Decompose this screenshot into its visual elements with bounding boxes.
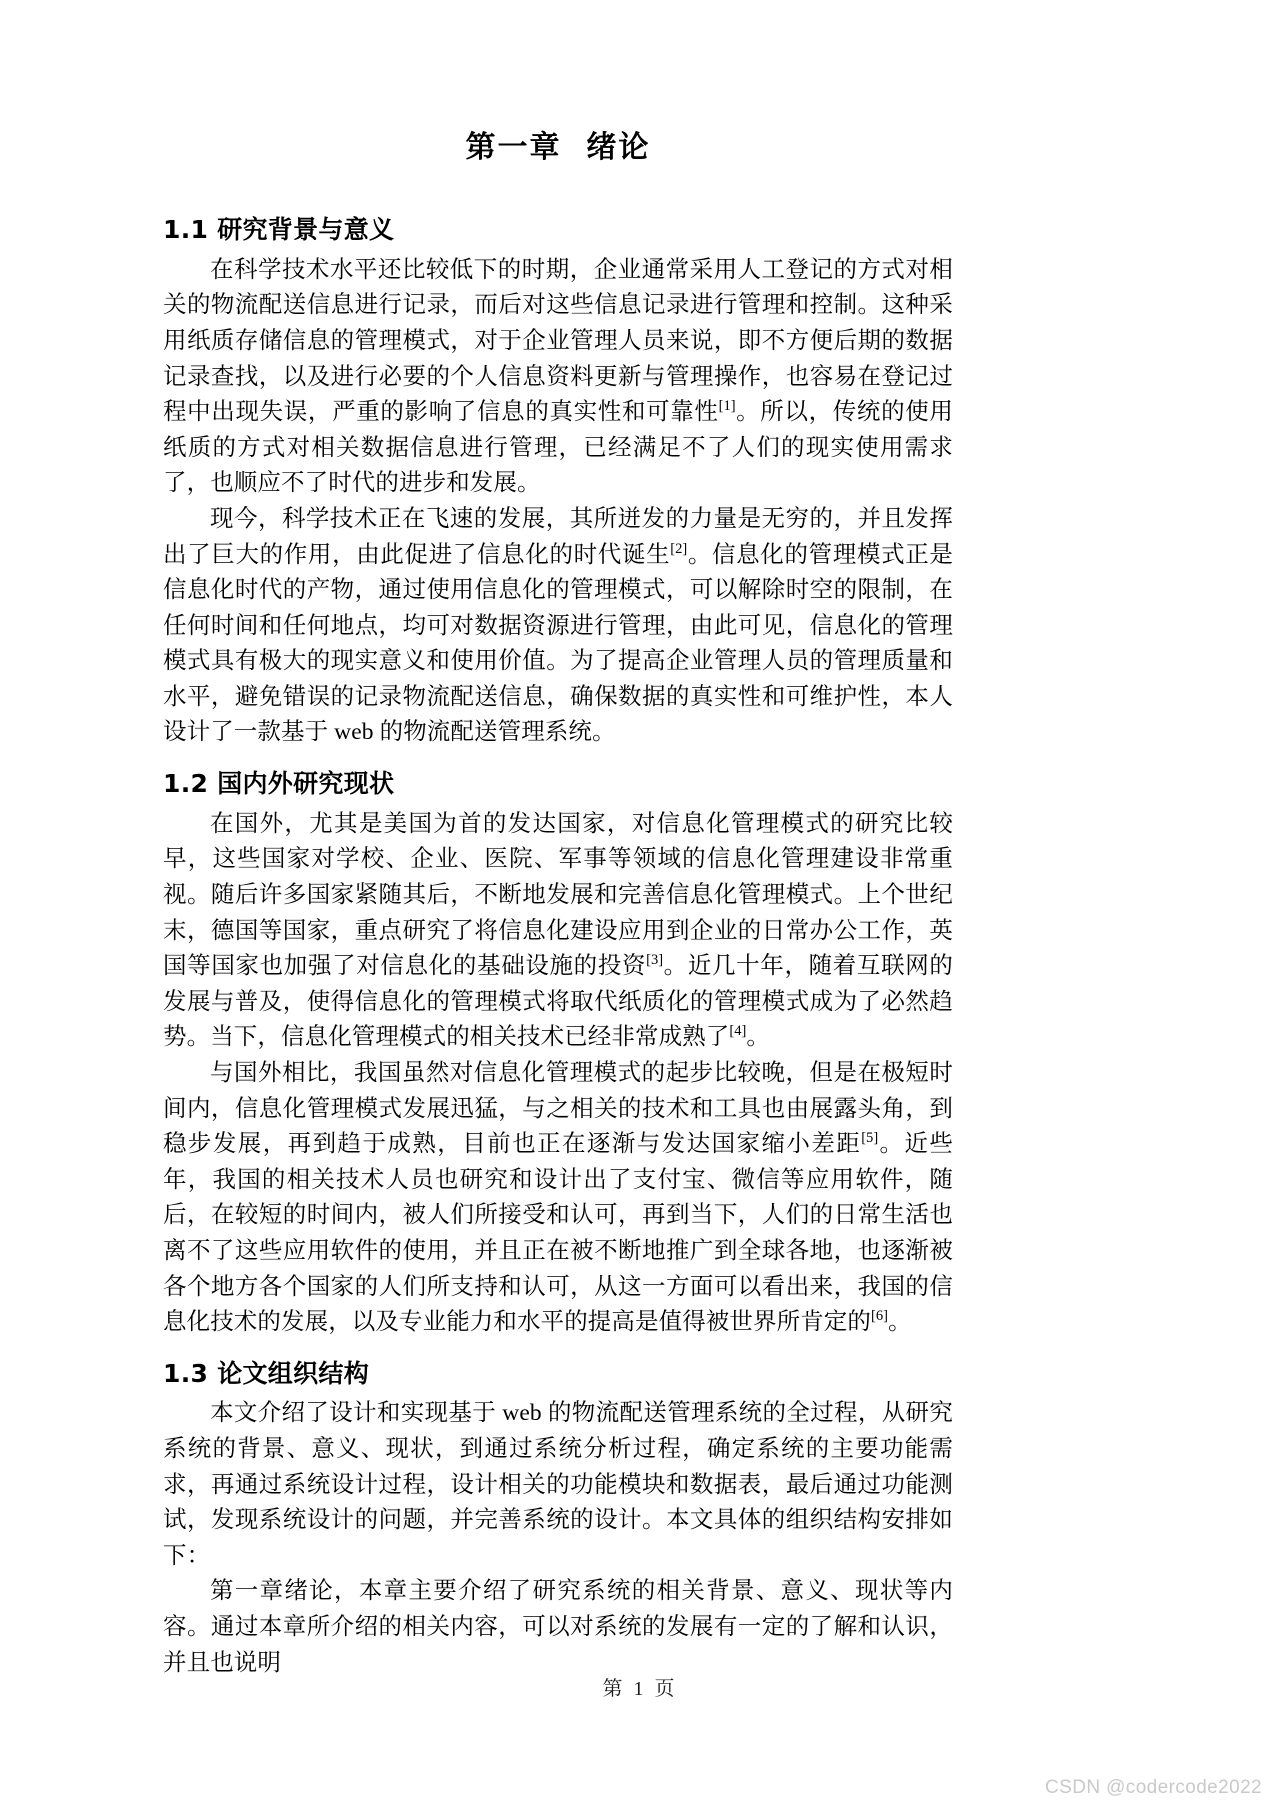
paragraph-text: 。所以，传统的使用纸质的方式对相关数据信息进行管理，已经满足不了人们的现实使用需求了，也顺应不了时代的进步和发展。 [163, 399, 953, 497]
paragraph-text: 。近几十年，随着互联网的发展与普及，使得信息化的管理模式将取代纸质化的管理模式成为了必然趋势。当下，信息化管理模式的相关技术已经非常成熟了 [163, 953, 954, 1051]
body-paragraph [163, 1056, 953, 1341]
paragraph-text: 。 [746, 1024, 770, 1051]
paragraph-text: 在国外，尤其是美国为首的发达国家，对信息化管理模式的研究比较早，这些国家对学校、企业、医院、军事等领域的信息化管理建设非常重视。随后许多国家紧随其后，不断地发展和完善信息化管理模式。上个世纪末，德国等国家，重点研究了将信息化建设应用到企业的日常办公工作，英国等国家也加强了对信息化的基础设施的投资 [163, 810, 953, 980]
body-paragraph [163, 253, 953, 502]
paragraph-text: 本文介绍了设计和实现基于 web 的物流配送管理系统的全过程，从研究系统的背景、意义、现状，到通过系统分析过程，确定系统的主要功能需求，再通过系统设计过程，设计相关的功能模块和数据表，最后通过功能测试，发现系统设计的问题，并完善系统的设计。本文具体的组织结构安排如下： [163, 1400, 953, 1569]
page-content [163, 128, 953, 1695]
citation-marker: [4] [729, 1023, 747, 1040]
chapter-title: 第一章 绪论 [465, 130, 651, 165]
citation-marker: [6] [871, 1308, 888, 1325]
citation-marker: [3] [646, 952, 664, 969]
sections-container [163, 213, 953, 1681]
citation-marker: [2] [670, 540, 688, 557]
body-paragraph [163, 502, 953, 751]
section-block [163, 213, 953, 751]
paragraph-text: 在科学技术水平还比较低下的时期，企业通常采用人工登记的方式对相关的物流配送信息进行记录，而后对这些信息记录进行管理和控制。这种采用纸质存储信息的管理模式，对于企业管理人员来说，即不方便后期的数据记录查找，以及进行必要的个人信息资料更新与管理操作，也容易在登记过程中出现失误，严重的影响了信息的真实性和可靠性 [163, 256, 953, 426]
section-heading: 1.2 国内外研究现状 [163, 769, 395, 799]
paragraph-text: 现今，科学技术正在飞速的发展，其所迸发的力量是无穷的，并且发挥出了巨大的作用，由此促进了信息化的时代诞生 [163, 505, 953, 568]
paragraph-text: 第一章绪论，本章主要介绍了研究系统的相关背景、意义、现状等内容。通过本章所介绍的相关内容，可以对系统的发展有一定的了解和认识，并且也说明 [163, 1578, 953, 1676]
page-footer: 第 1 页 [602, 1678, 678, 1700]
paragraph-text: 。信息化的管理模式正是信息化时代的产物，通过使用信息化的管理模式，可以解除时空的限制，在任何时间和任何地点，均可对数据资源进行管理，由此可见，信息化的管理模式具有极大的现实意义和使用价值。为了提高企业管理人员的管理质量和水平，避免错误的记录物流配送信息，确保数据的真实性和可维护性，本人设计了一款基于 web 的物流配送管理系统。 [163, 541, 953, 746]
body-paragraph [163, 1396, 953, 1574]
body-paragraph [163, 807, 953, 1056]
csdn-watermark: CSDN @codercode2022 [1045, 1777, 1262, 1798]
citation-marker: [1] [718, 398, 736, 415]
section-heading: 1.1 研究背景与意义 [163, 215, 395, 244]
paragraph-text: 。近些年，我国的相关技术人员也研究和设计出了支付宝、微信等应用软件，随后，在较短的时间内，被人们所接受和认可，再到当下，人们的日常生活也离不了这些应用软件的使用，并且正在被不断地推广到全球各地，也逐渐被各个地方各个国家的人们所支持和认可，从这一方面可以看出来，我国的信息化技术的发展，以及专业能力和水平的提高是值得被世界所肯定的 [163, 1131, 953, 1336]
paragraph-text: 与国外相比，我国虽然对信息化管理模式的起步比较晚，但是在极短时间内，信息化管理模式发展迅猛，与之相关的技术和工具也由展露头角，到稳步发展，再到趋于成熟，目前也正在逐渐与发达国家缩小差距 [163, 1059, 953, 1158]
section-block [163, 1357, 953, 1682]
section-block [163, 767, 953, 1341]
paragraph-text: 。 [887, 1309, 912, 1336]
body-paragraph [163, 1574, 953, 1681]
section-heading: 1.3 论文组织结构 [163, 1358, 369, 1388]
citation-marker: [5] [861, 1130, 879, 1147]
